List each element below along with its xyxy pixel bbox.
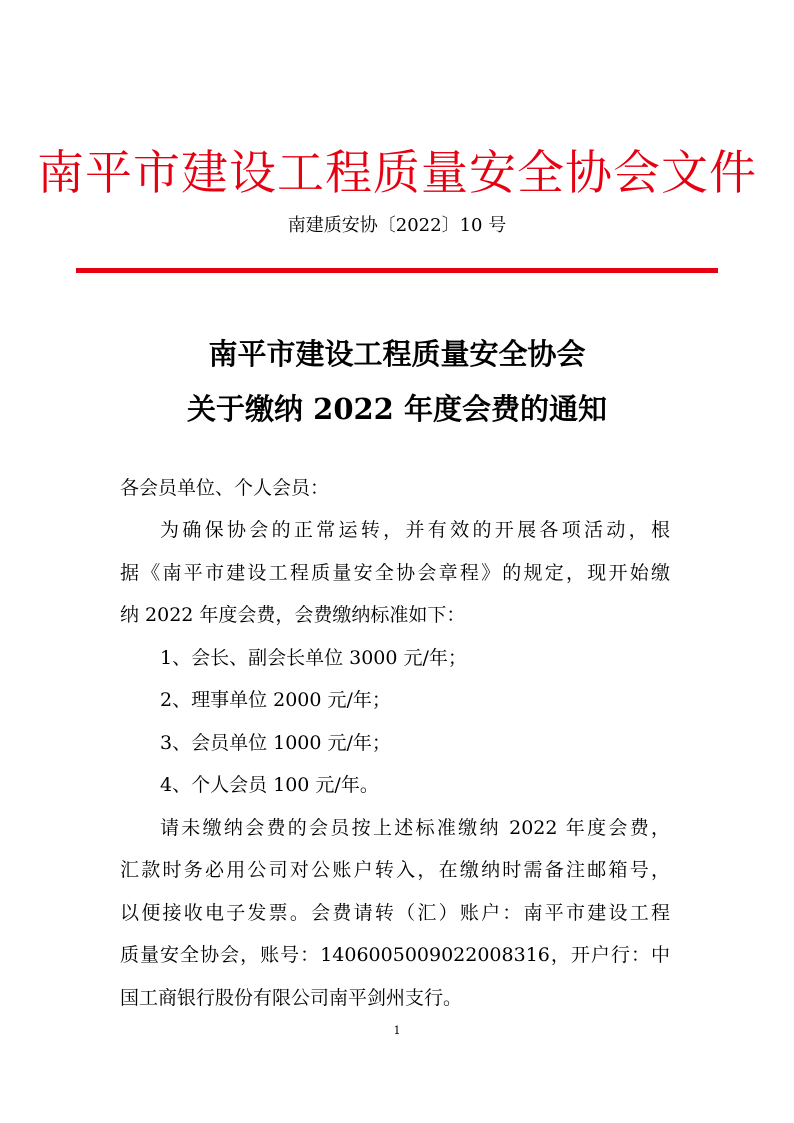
notice-title-line-2: 关于缴纳 2022 年度会费的通知: [187, 392, 607, 426]
red-header-rule: [76, 268, 718, 273]
fee-item-3: 3、会员单位 1000 元/年；: [160, 732, 391, 754]
salutation: 各会员单位、个人会员：: [120, 477, 330, 499]
org-file-title: 南平市建设工程质量安全协会文件: [37, 146, 757, 201]
page-number: 1: [393, 1024, 401, 1037]
paragraph-2-line-3: 以便接收电子发票。会费请转（汇）账户：南平市建设工程: [120, 902, 670, 924]
paragraph-2-line-2: 汇款时务必用公司对公账户转入，在缴纳时需备注邮箱号，: [120, 859, 670, 881]
paragraph-2-line-1: 请未缴纳会费的会员按上述标准缴纳 2022 年度会费，: [160, 817, 670, 839]
fee-item-4: 4、个人会员 100 元/年。: [160, 774, 379, 796]
document-number: 南建质安协〔2022〕10 号: [287, 215, 507, 236]
notice-title-line-1: 南平市建设工程质量安全协会: [208, 337, 586, 371]
paragraph-2-line-4: 质量安全协会，账号：1406005009022008316，开户行：中: [120, 944, 670, 966]
paragraph-1-line-3: 纳 2022 年度会费，会费缴纳标准如下：: [120, 604, 466, 626]
paragraph-1-line-1: 为确保协会的正常运转，并有效的开展各项活动，根: [160, 519, 670, 541]
paragraph-2-line-5: 国工商银行股份有限公司南平剑州支行。: [120, 987, 463, 1009]
fee-item-2: 2、理事单位 2000 元/年；: [160, 689, 391, 711]
paragraph-1-line-2: 据《南平市建设工程质量安全协会章程》的规定，现开始缴: [120, 562, 670, 584]
fee-item-1: 1、会长、副会长单位 3000 元/年；: [160, 647, 467, 669]
